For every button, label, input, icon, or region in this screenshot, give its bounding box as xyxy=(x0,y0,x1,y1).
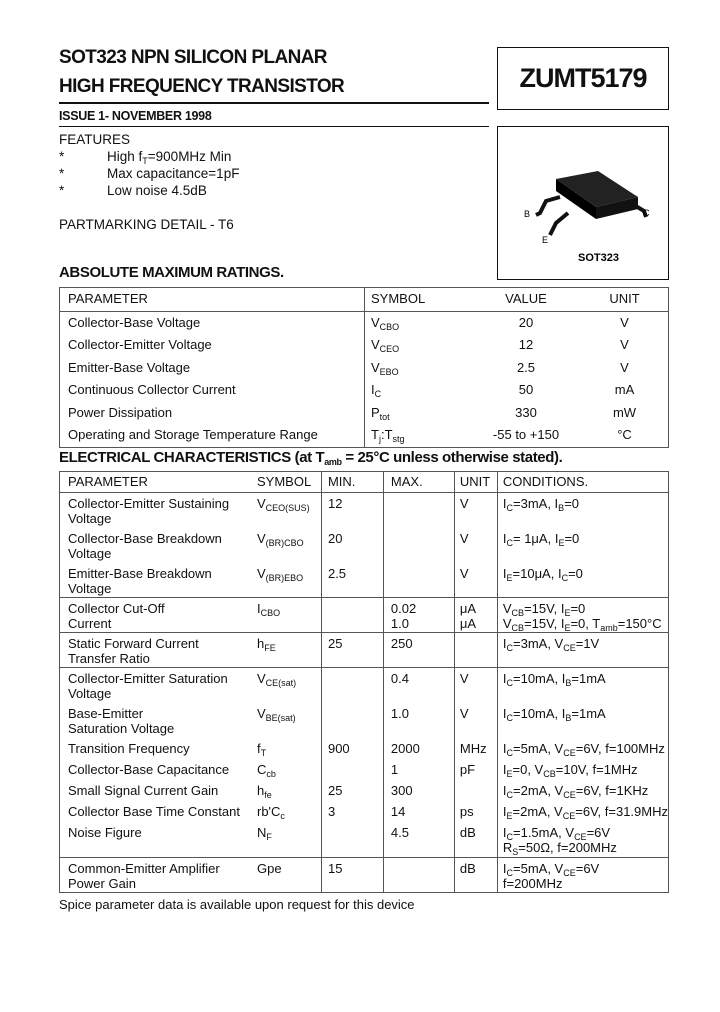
title-line-1: SOT323 NPN SILICON PLANAR xyxy=(59,47,327,68)
table-row: Common-Emitter Amplifier Power Gain Gpe 15 dB $I_C=5mA$, $V_{CE}=6V$ f=200MHz xyxy=(60,858,669,893)
spice-footnote: Spice parameter data is available upon request for this device xyxy=(59,897,415,912)
table-row: Base-Emitter Saturation Voltage $V_{BE(sat)}$ 1.0 V $I_C=10mA$, $I_B=1mA$ xyxy=(60,703,669,738)
table-row: Collector-Base Breakdown Voltage $V_{(BR)CBO}$ 20 V $I_C= 1\mu A$, $I_E=0$ xyxy=(60,528,669,563)
bullet: * xyxy=(59,166,65,181)
feature-item-3: * Low noise 4.5dB xyxy=(59,183,207,198)
table-header-row: PARAMETER SYMBOL MIN. MAX. UNIT CONDITIONS. xyxy=(60,472,669,493)
pin-e-label: E xyxy=(542,235,549,245)
header-symbol: SYMBOL xyxy=(365,288,472,312)
abs-max-table xyxy=(59,287,669,448)
table-row: Collector Base Time Constant $rb'C_c$ 3 14 ps $I_E=2mA$, $V_{CE}=6V$, f=31.9MHz xyxy=(60,801,669,822)
elec-table xyxy=(59,471,669,893)
table-row: Collector-Base Voltage $V_{CBO}$ 20 V xyxy=(60,311,669,334)
header-parameter: PARAMETER xyxy=(60,288,365,312)
table-row: Collector-Base Capacitance $C_{cb}$ 1 pF $I_E=0$, $V_{CB}=10V$, f=1MHz xyxy=(60,759,669,780)
table-row: Power Dissipation $P_{tot}$ 330 mW xyxy=(60,402,669,425)
table-row: Collector-Emitter Saturation Voltage $V_{CE(sat)}$ 0.4 V $I_C=10mA$, $I_B=1mA$ xyxy=(60,668,669,704)
pin-b-label: B xyxy=(524,209,531,219)
feature-item-2: * Max capacitance=1pF xyxy=(59,166,240,181)
title-line-2: HIGH FREQUENCY TRANSISTOR xyxy=(59,76,345,97)
issue-date: ISSUE 1- NOVEMBER 1998 xyxy=(59,109,212,123)
table-header-row xyxy=(60,288,669,312)
feature-item-1: * High $f_T=900MHz$ Min xyxy=(59,149,232,166)
table-row: Transition Frequency $f_T$ 900 2000 MHz $I_C=5mA$, $V_{CE}=6V$, f=100MHz xyxy=(60,738,669,759)
package-label: SOT323 xyxy=(578,252,619,264)
header-unit: UNIT xyxy=(581,288,669,312)
issue-rule xyxy=(59,126,489,127)
table-row: Operating and Storage Temperature Range $T_j:T_{stg}$ -55 to +150 °C xyxy=(60,424,669,447)
table-row: Collector-Emitter Sustaining Voltage $V_{CEO(SUS)}$ 12 V $I_C=3mA$, $I_B=0$ xyxy=(60,493,669,529)
table-row: Emitter-Base Breakdown Voltage $V_{(BR)EBO}$ 2.5 V $I_E=10\mu A$, $I_C=0$ xyxy=(60,563,669,598)
sot323-package-drawing xyxy=(498,127,668,279)
package-box xyxy=(497,126,669,280)
table-row: Collector Cut-Off Current $I_{CBO}$ 0.02 1.0 μA μA $V_{CB}=15V$, $I_E=0$ $V_{CB}=15V$, $I_E=0$, $T_{amb}=150^\circ C$ xyxy=(60,598,669,633)
elec-heading: ELECTRICAL CHARACTERISTICS (at $T_{amb} = 25^\circ C$ unless otherwise stated). xyxy=(59,449,563,467)
table-row: Continuous Collector Current $I_C$ 50 mA xyxy=(60,379,669,402)
header-rule xyxy=(59,102,489,104)
table-row: Emitter-Base Voltage $V_{EBO}$ 2.5 V xyxy=(60,357,669,380)
part-number-box xyxy=(497,47,669,110)
bullet: * xyxy=(59,149,65,164)
table-row: Small Signal Current Gain $h_{fe}$ 25 300 $I_C=2mA$, $V_{CE}=6V$, f=1KHz xyxy=(60,780,669,801)
partmarking-detail: PARTMARKING DETAIL - T6 xyxy=(59,217,234,232)
bullet: * xyxy=(59,183,65,198)
part-number: ZUMT5179 xyxy=(519,63,647,93)
header-value: VALUE xyxy=(471,288,581,312)
table-row: Static Forward Current Transfer Ratio $h_{FE}$ 25 250 $I_C=3mA$, $V_{CE}=1V$ xyxy=(60,633,669,668)
features-heading: FEATURES xyxy=(59,132,131,147)
abs-max-heading: ABSOLUTE MAXIMUM RATINGS. xyxy=(59,264,284,281)
table-row: Collector-Emitter Voltage $V_{CEO}$ 12 V xyxy=(60,334,669,357)
table-row: Noise Figure $N_F$ 4.5 dB $I_C=1.5mA$, $V_{CE}=6V$ $R_S=50\Omega$, f=200MHz xyxy=(60,822,669,858)
pin-c-label: C xyxy=(643,208,650,218)
